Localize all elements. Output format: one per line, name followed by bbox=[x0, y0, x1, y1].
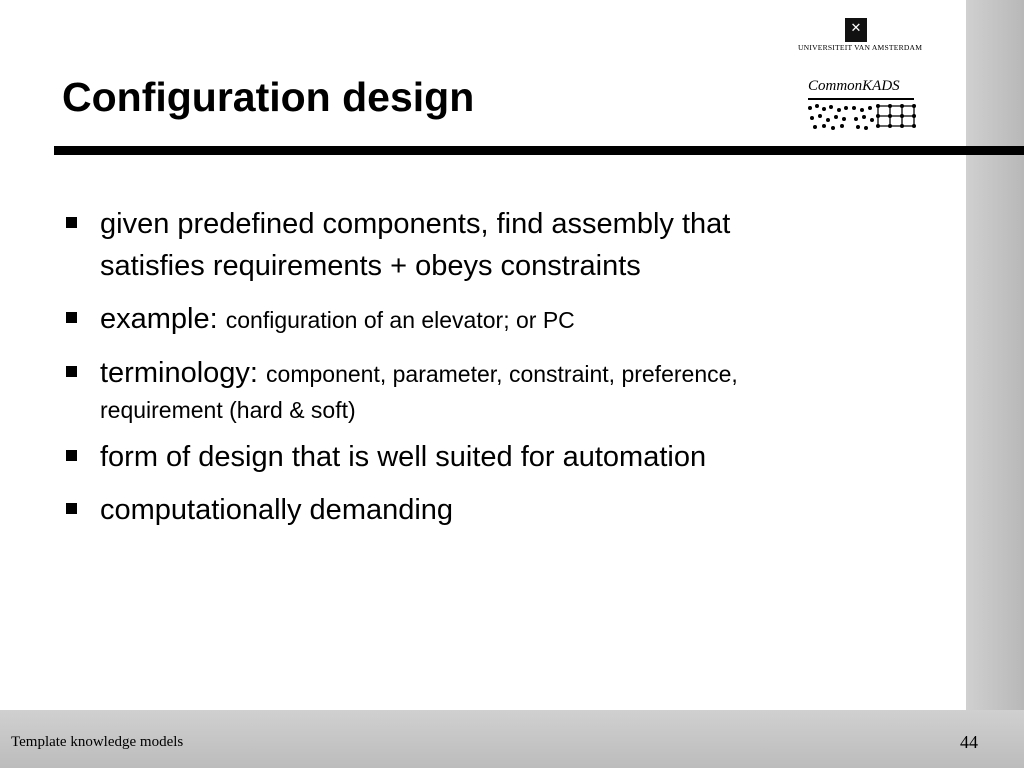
bullet-item bbox=[62, 489, 942, 531]
footer-title: Template knowledge models bbox=[11, 734, 184, 750]
bullet-list bbox=[62, 203, 942, 542]
bullet-text bbox=[100, 357, 738, 389]
bullet-item bbox=[62, 298, 942, 341]
uva-seal-icon: ✕ bbox=[845, 18, 867, 42]
slide-title: Configuration design bbox=[62, 74, 475, 120]
square-bullet-icon bbox=[66, 217, 77, 228]
title-divider bbox=[54, 146, 1024, 155]
right-gray-border bbox=[966, 0, 1024, 768]
page-number: 44 bbox=[960, 732, 978, 752]
bullet-item bbox=[62, 352, 942, 425]
square-bullet-icon bbox=[66, 312, 77, 323]
commonkads-logo-text: CommonKADS bbox=[808, 78, 900, 94]
bullet-text bbox=[100, 208, 730, 282]
bullet-detail-continued: requirement (hard & soft) bbox=[100, 397, 356, 423]
bullet-line: given predefined components, find assembly that bbox=[100, 208, 731, 240]
bullet-lead: example: bbox=[100, 303, 218, 335]
bullet-line-continued: satisfies requirements + obeys constraints bbox=[100, 250, 641, 282]
square-bullet-icon bbox=[66, 450, 77, 461]
commonkads-graphic-icon bbox=[806, 96, 918, 132]
bullet-item bbox=[62, 203, 942, 287]
bullet-detail: component, parameter, constraint, preference, bbox=[266, 361, 738, 387]
bullet-detail: configuration of an elevator; or PC bbox=[225, 307, 575, 333]
logo-area bbox=[798, 16, 928, 136]
bullet-text: computationally demanding bbox=[100, 494, 454, 526]
square-bullet-icon bbox=[66, 366, 77, 377]
bullet-text: form of design that is well suited for automation bbox=[100, 441, 707, 473]
bullet-lead: terminology: bbox=[100, 357, 258, 389]
bullet-text bbox=[100, 303, 575, 335]
square-bullet-icon bbox=[66, 503, 77, 514]
bullet-item bbox=[62, 436, 942, 478]
university-name: UNIVERSITEIT VAN AMSTERDAM bbox=[798, 43, 923, 52]
